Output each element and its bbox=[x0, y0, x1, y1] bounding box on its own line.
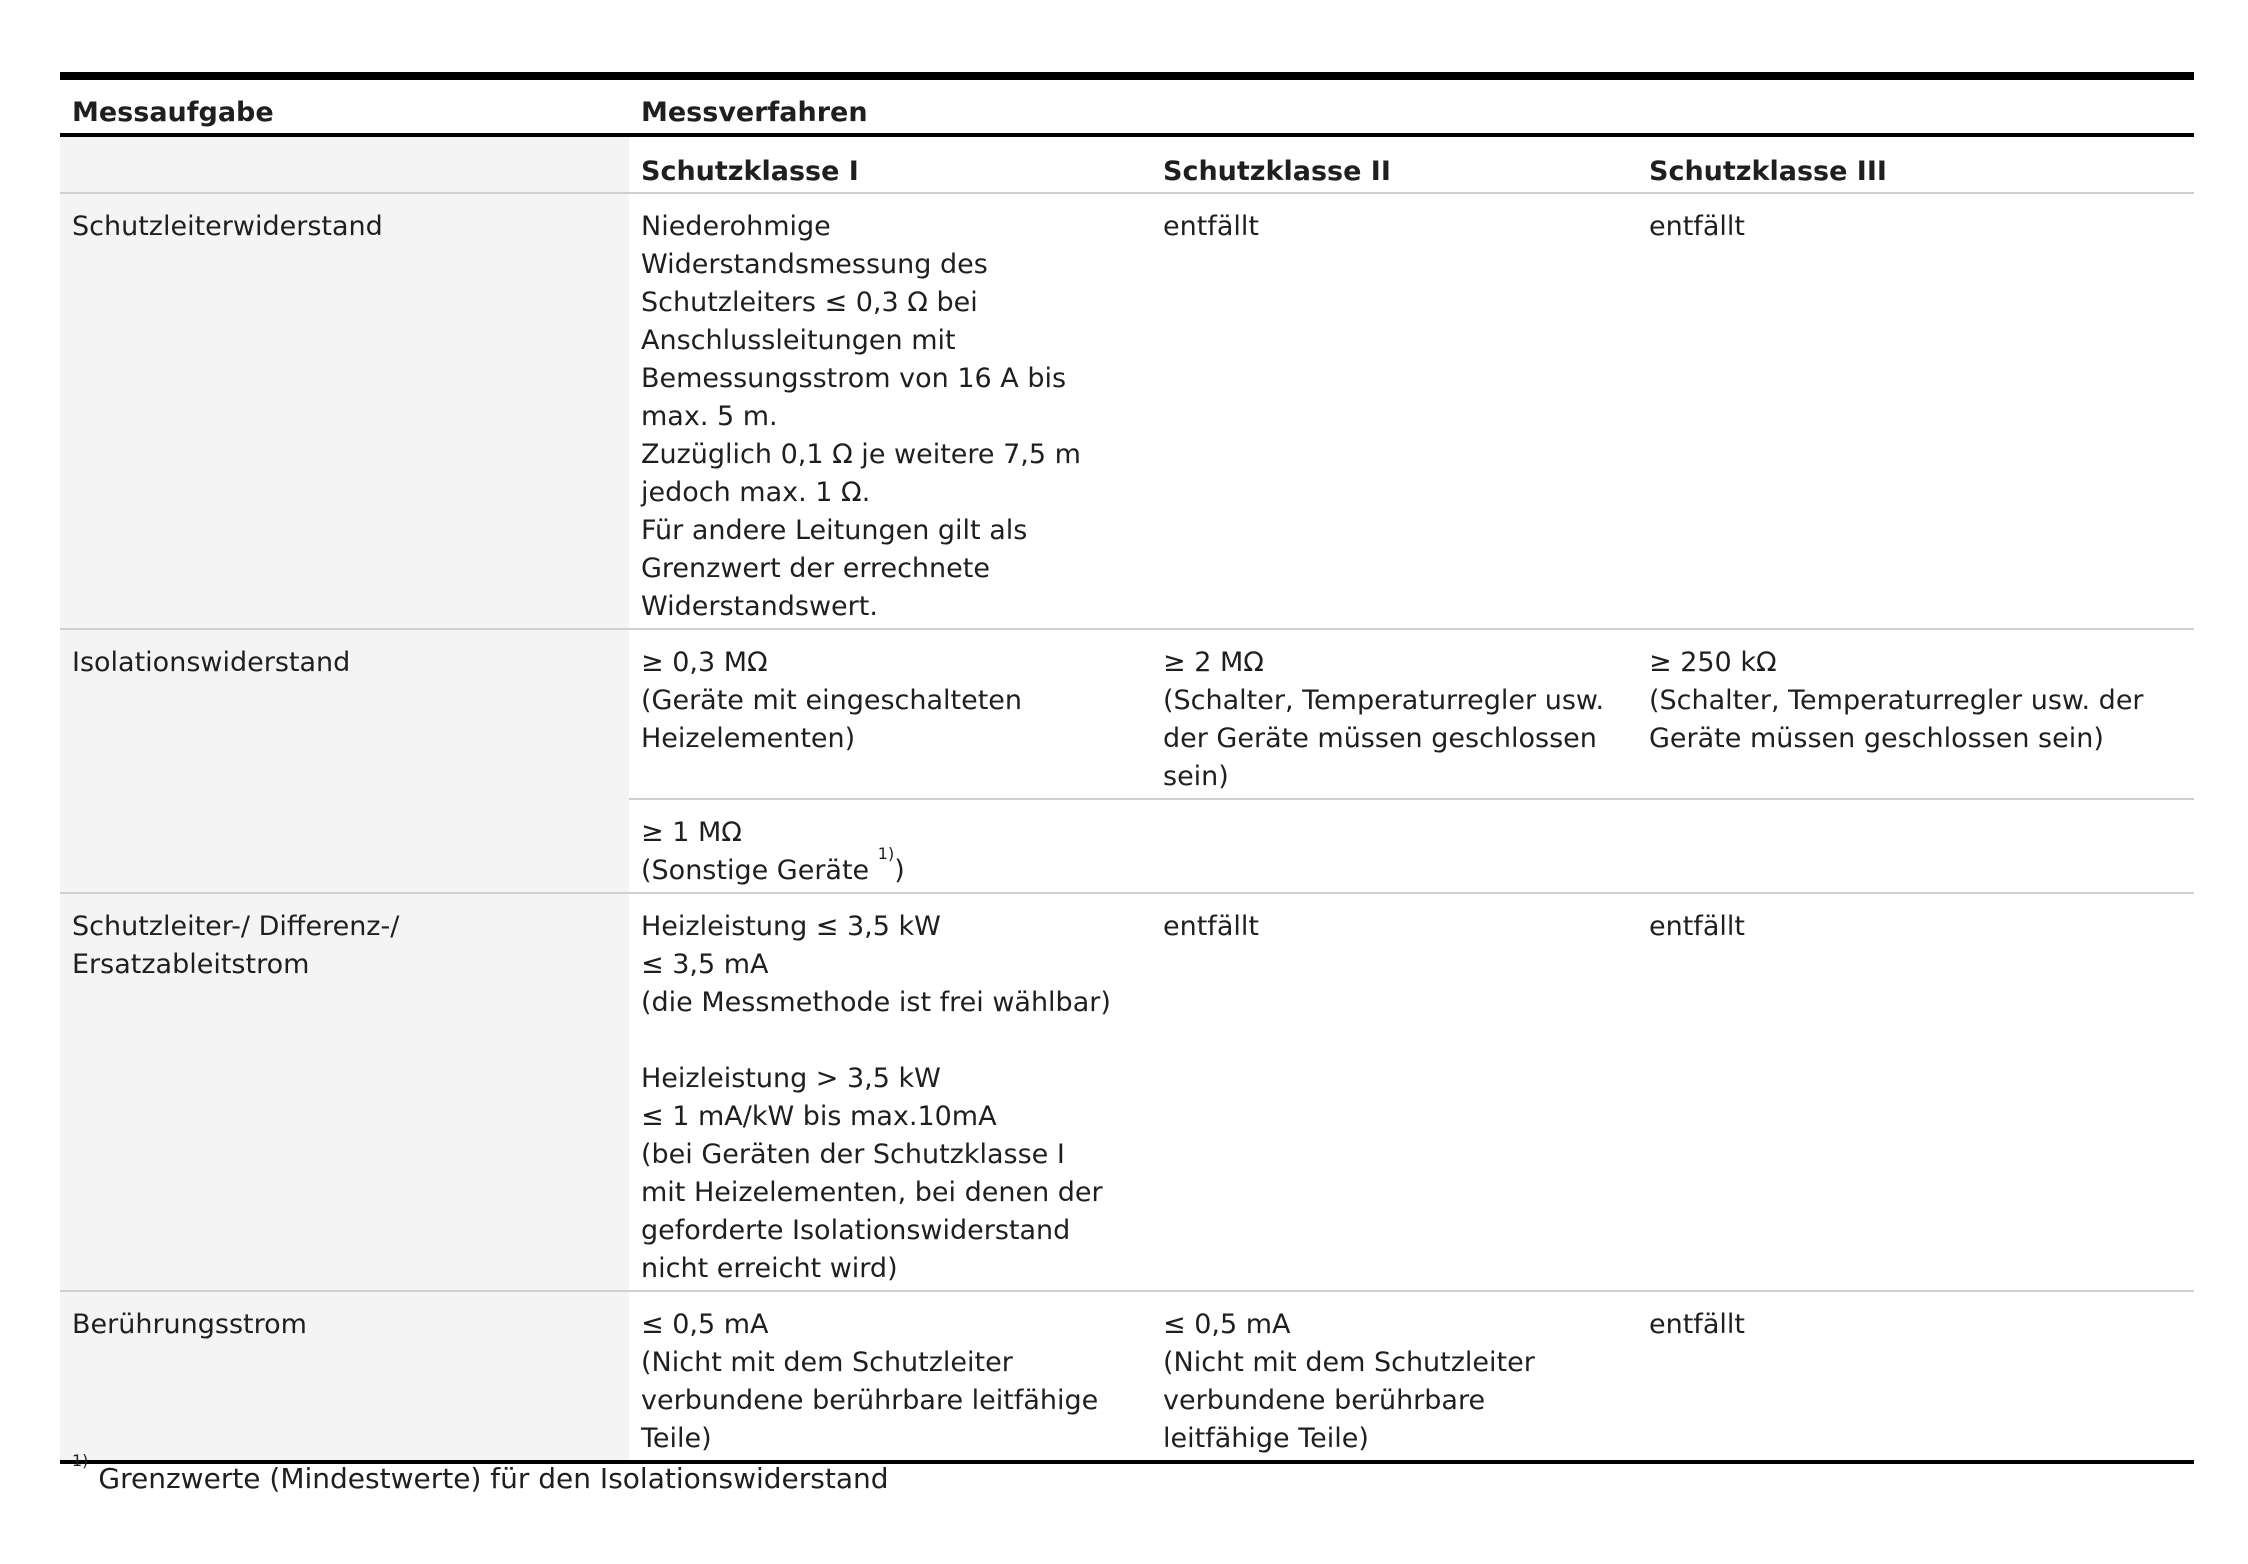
header-schutzklasse-2: Schutzklasse II bbox=[1151, 135, 1637, 193]
text-line: Geräte müssen geschlossen sein) bbox=[1649, 723, 2104, 754]
cell-sk3: entfällt bbox=[1637, 893, 2194, 1291]
cell-sk2 bbox=[1151, 1291, 1637, 1462]
header-messaufgabe: Messaufgabe bbox=[60, 80, 629, 135]
row-label bbox=[60, 893, 629, 1291]
text-line: (Schalter, Temperaturregler usw. der bbox=[1649, 685, 2144, 716]
text-line: max. 5 m. bbox=[641, 401, 778, 432]
text-line: verbundene berührbare leitfähige bbox=[641, 1385, 1099, 1416]
footnote-marker: 1) bbox=[72, 1450, 89, 1470]
cell-sk2 bbox=[1151, 629, 1637, 799]
text-line: Grenzwert der errechnete bbox=[641, 553, 990, 584]
text-line: geforderte Isolationswiderstand bbox=[641, 1215, 1071, 1246]
text-line: sein) bbox=[1163, 761, 1229, 792]
text-line: ≥ 250 kΩ bbox=[1649, 647, 1777, 678]
text-line: Heizelementen) bbox=[641, 723, 856, 754]
closing-paren: ) bbox=[894, 855, 905, 886]
footnote-text: Grenzwerte (Mindestwerte) für den Isolationswiderstand bbox=[98, 1462, 889, 1495]
cell-sk3: entfällt bbox=[1637, 193, 2194, 629]
text-line: (Geräte mit eingeschalteten bbox=[641, 685, 1023, 716]
header-schutzklasse-1: Schutzklasse I bbox=[629, 135, 1151, 193]
text-line bbox=[641, 844, 1139, 890]
text-line: leitfähige Teile) bbox=[1163, 1423, 1369, 1454]
text-line: ≥ 0,3 MΩ bbox=[641, 647, 768, 678]
paragraph-gap bbox=[641, 1022, 1139, 1060]
footnote-ref: 1) bbox=[877, 844, 895, 863]
text-line: Widerstandsmessung des bbox=[641, 249, 988, 280]
header-row-main bbox=[60, 80, 2194, 135]
measurement-table bbox=[60, 80, 2194, 1464]
text-line: verbundene berührbare bbox=[1163, 1385, 1486, 1416]
table-top-rule bbox=[60, 72, 2194, 80]
text-line: (Schalter, Temperaturregler usw. bbox=[1163, 685, 1605, 716]
text-line: ≤ 0,5 mA bbox=[1163, 1309, 1291, 1340]
text-line: Anschlussleitungen mit bbox=[641, 325, 956, 356]
header-messverfahren: Messverfahren bbox=[629, 80, 2194, 135]
text-line: mit Heizelementen, bei denen der bbox=[641, 1177, 1103, 1208]
text-line: Heizleistung > 3,5 kW bbox=[641, 1063, 941, 1094]
cell-empty bbox=[1151, 799, 1637, 893]
text-line: der Geräte müssen geschlossen bbox=[1163, 723, 1597, 754]
header-empty-cell bbox=[60, 135, 629, 193]
table-row-isolationswiderstand bbox=[60, 629, 2194, 799]
text-line: Schutzleiters ≤ 0,3 Ω bei bbox=[641, 287, 978, 318]
header-schutzklasse-3: Schutzklasse III bbox=[1637, 135, 2194, 193]
text-line: Niederohmige bbox=[641, 211, 831, 242]
cell-sk3: entfällt bbox=[1637, 1291, 2194, 1462]
cell-sk2: entfällt bbox=[1151, 893, 1637, 1291]
text-line: ≥ 2 MΩ bbox=[1163, 647, 1264, 678]
cell-sk1-sonstige bbox=[629, 799, 1151, 893]
text-line: Widerstandswert. bbox=[641, 591, 878, 622]
footnote bbox=[72, 1450, 889, 1498]
text-line: (die Messmethode ist frei wählbar) bbox=[641, 987, 1111, 1018]
table-row-beruehrungsstrom bbox=[60, 1291, 2194, 1462]
header-row-classes bbox=[60, 135, 2194, 193]
table-row-ableitstrom bbox=[60, 893, 2194, 1291]
text-line: Ersatzableitstrom bbox=[72, 949, 310, 980]
cell-sk1 bbox=[629, 629, 1151, 799]
text-line: ≥ 1 MΩ bbox=[641, 817, 742, 848]
text-line: ≤ 1 mA/kW bis max.10mA bbox=[641, 1101, 997, 1132]
text-line: Heizleistung ≤ 3,5 kW bbox=[641, 911, 941, 942]
cell-empty bbox=[1637, 799, 2194, 893]
text-line: Für andere Leitungen gilt als bbox=[641, 515, 1028, 546]
text-line: (Nicht mit dem Schutzleiter bbox=[641, 1347, 1013, 1378]
table-row-schutzleiterwiderstand bbox=[60, 193, 2194, 629]
text-line: Teile) bbox=[641, 1423, 712, 1454]
text-line: (bei Geräten der Schutzklasse I bbox=[641, 1139, 1065, 1170]
cell-sk1 bbox=[629, 193, 1151, 629]
text-line: Zuzüglich 0,1 Ω je weitere 7,5 m bbox=[641, 439, 1081, 470]
row-label: Schutzleiterwiderstand bbox=[60, 193, 629, 629]
cell-sk2: entfällt bbox=[1151, 193, 1637, 629]
row-label: Berührungsstrom bbox=[60, 1291, 629, 1462]
text-line: Bemessungsstrom von 16 A bis bbox=[641, 363, 1067, 394]
text-line: (Nicht mit dem Schutzleiter bbox=[1163, 1347, 1535, 1378]
text-line: nicht erreicht wird) bbox=[641, 1253, 898, 1284]
text-line: ≤ 0,5 mA bbox=[641, 1309, 769, 1340]
text-line: Schutzleiter-/ Differenz-/ bbox=[72, 911, 400, 942]
text-line: jedoch max. 1 Ω. bbox=[641, 477, 871, 508]
cell-sk1 bbox=[629, 893, 1151, 1291]
row-label: Isolationswiderstand bbox=[60, 629, 629, 893]
sonstige-text: (Sonstige Geräte bbox=[641, 855, 878, 886]
text-line: ≤ 3,5 mA bbox=[641, 949, 769, 980]
cell-sk3 bbox=[1637, 629, 2194, 799]
cell-sk1 bbox=[629, 1291, 1151, 1462]
measurement-table-container bbox=[60, 72, 2194, 1464]
